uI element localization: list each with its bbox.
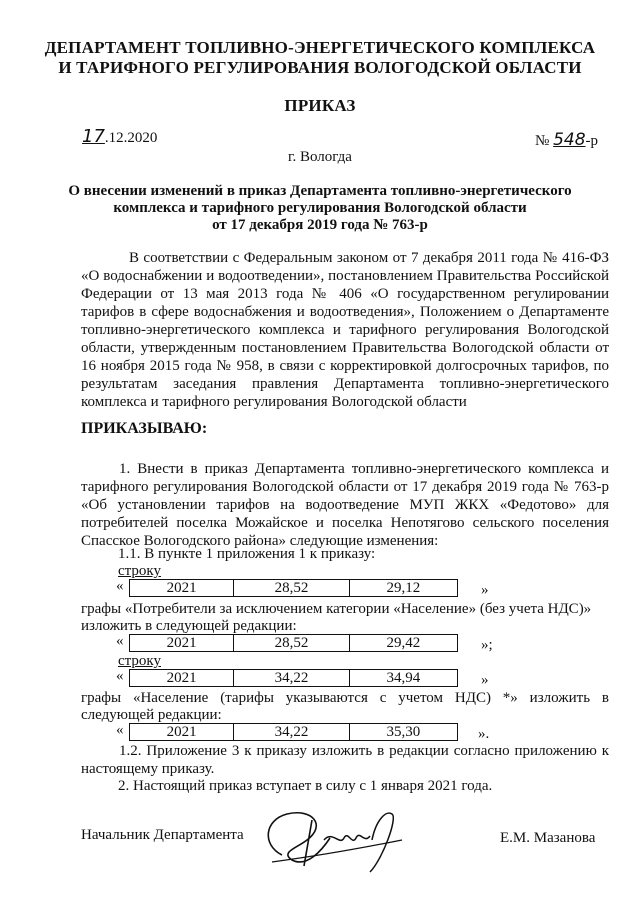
- item-2: 2. Настоящий приказ вступает в силу с 1 января 2021 года.: [118, 778, 493, 794]
- quote-close-semicolon-2: »;: [481, 637, 493, 653]
- stroku-label-1: строку: [118, 563, 161, 579]
- item-1-2: 1.2. Приложение 3 к приказу изложить в редакции согласно приложению к настоящему приказу.: [81, 743, 609, 777]
- tariff-cell: 34,22: [234, 670, 349, 687]
- order-word: ПРИКАЗЫВАЮ:: [81, 420, 208, 437]
- item-1-1: 1.1. В пункте 1 приложения 1 к приказу:: [118, 546, 376, 562]
- order-title-line3: от 17 декабря 2019 года № 763-р: [212, 217, 428, 233]
- stroku-label-2: строку: [118, 653, 161, 669]
- doc-type: ПРИКАЗ: [284, 96, 356, 115]
- tariff-cell: 34,22: [234, 724, 349, 741]
- signature-position: Начальник Департамента: [81, 827, 244, 843]
- year-cell: 2021: [130, 635, 234, 652]
- text-graph-1: графы «Потребители за исключением категории «Население» (без учета НДС)»: [81, 601, 592, 617]
- tariff-cell: 28,52: [234, 580, 349, 597]
- date-day-handwritten: 17: [82, 126, 105, 147]
- year-cell: 2021: [130, 580, 234, 597]
- tariff-cell: 35,30: [349, 724, 457, 741]
- tariff-cell: 29,12: [349, 580, 457, 597]
- order-title-line2: комплекса и тарифного регулирования Вологодской области: [113, 200, 527, 216]
- quote-open-3: «: [116, 668, 124, 684]
- year-cell: 2021: [130, 724, 234, 741]
- number-suffix: -р: [585, 133, 599, 149]
- tariff-row-2: [129, 634, 458, 652]
- quote-close-period-4: ».: [478, 726, 490, 742]
- department-name-line1: ДЕПАРТАМЕНТ ТОПЛИВНО-ЭНЕРГЕТИЧЕСКОГО КОМПЛЕКСА: [44, 38, 596, 57]
- tariff-cell: 28,52: [234, 635, 349, 652]
- handwritten-signature: [252, 800, 422, 880]
- department-name-line2: И ТАРИФНОГО РЕГУЛИРОВАНИЯ ВОЛОГОДСКОЙ ОБЛАСТИ: [58, 58, 582, 77]
- item-1: 1. Внести в приказ Департамента топливно-энергетического комплекса и тарифного регулирования Вологодской области от 17 декабря 2019 года № 763-р «Об установлении тарифов на водоотведение МУП ЖКХ «Федотово» для потребителей поселка Можайское и поселка Непотягово сельского поселения Спасское Вологодского района» следующие изменения:: [81, 461, 609, 549]
- number-prefix: №: [535, 133, 550, 149]
- tariff-cell: 34,94: [349, 670, 457, 687]
- tariff-row-3: [129, 669, 458, 687]
- order-number: [535, 130, 598, 150]
- quote-close-1: »: [481, 582, 489, 598]
- tariff-row-4: [129, 723, 458, 741]
- text-graph-2: графы «Население (тарифы указываются с учетом НДС) *» изложить в: [81, 690, 609, 706]
- order-title-line1: О внесении изменений в приказ Департамента топливно-энергетического: [68, 183, 572, 199]
- quote-open-1: «: [116, 578, 124, 594]
- city: г. Вологда: [288, 149, 352, 165]
- tariff-row-1: [129, 579, 458, 597]
- text-izlozhit-1: изложить в следующей редакции:: [81, 618, 297, 634]
- quote-close-3: »: [481, 672, 489, 688]
- tariff-cell: 29,42: [349, 635, 457, 652]
- year-cell: 2021: [130, 670, 234, 687]
- number-handwritten: 548: [553, 130, 586, 150]
- quote-open-2: «: [116, 633, 124, 649]
- order-date: [82, 126, 157, 147]
- signature-name: Е.М. Мазанова: [500, 830, 596, 846]
- date-rest: .12.2020: [104, 130, 158, 146]
- text-izlozhit-2: следующей редакции:: [81, 707, 222, 723]
- preamble: В соответствии с Федеральным законом от 7 декабря 2011 года № 416-ФЗ «О водоснабжении и водоотведении», постановлением Правительства Российской Федерации от 13 мая 2013 года № 406 «О государственном регулировании тарифов в сфере водоснабжения и водоотведения», Положением о Департаменте топливно-энергетического комплекса и тарифного регулирования Вологодской области, утвержденным постановлением Правительства Вологодской области от 16 ноября 2015 года № 958, в связи с корректировкой долгосрочных тарифов, по результатам заседания правления Департамента топливно-энергетического комплекса и тарифного регулирования Вологодской области: [81, 250, 609, 410]
- quote-open-4: «: [116, 722, 124, 738]
